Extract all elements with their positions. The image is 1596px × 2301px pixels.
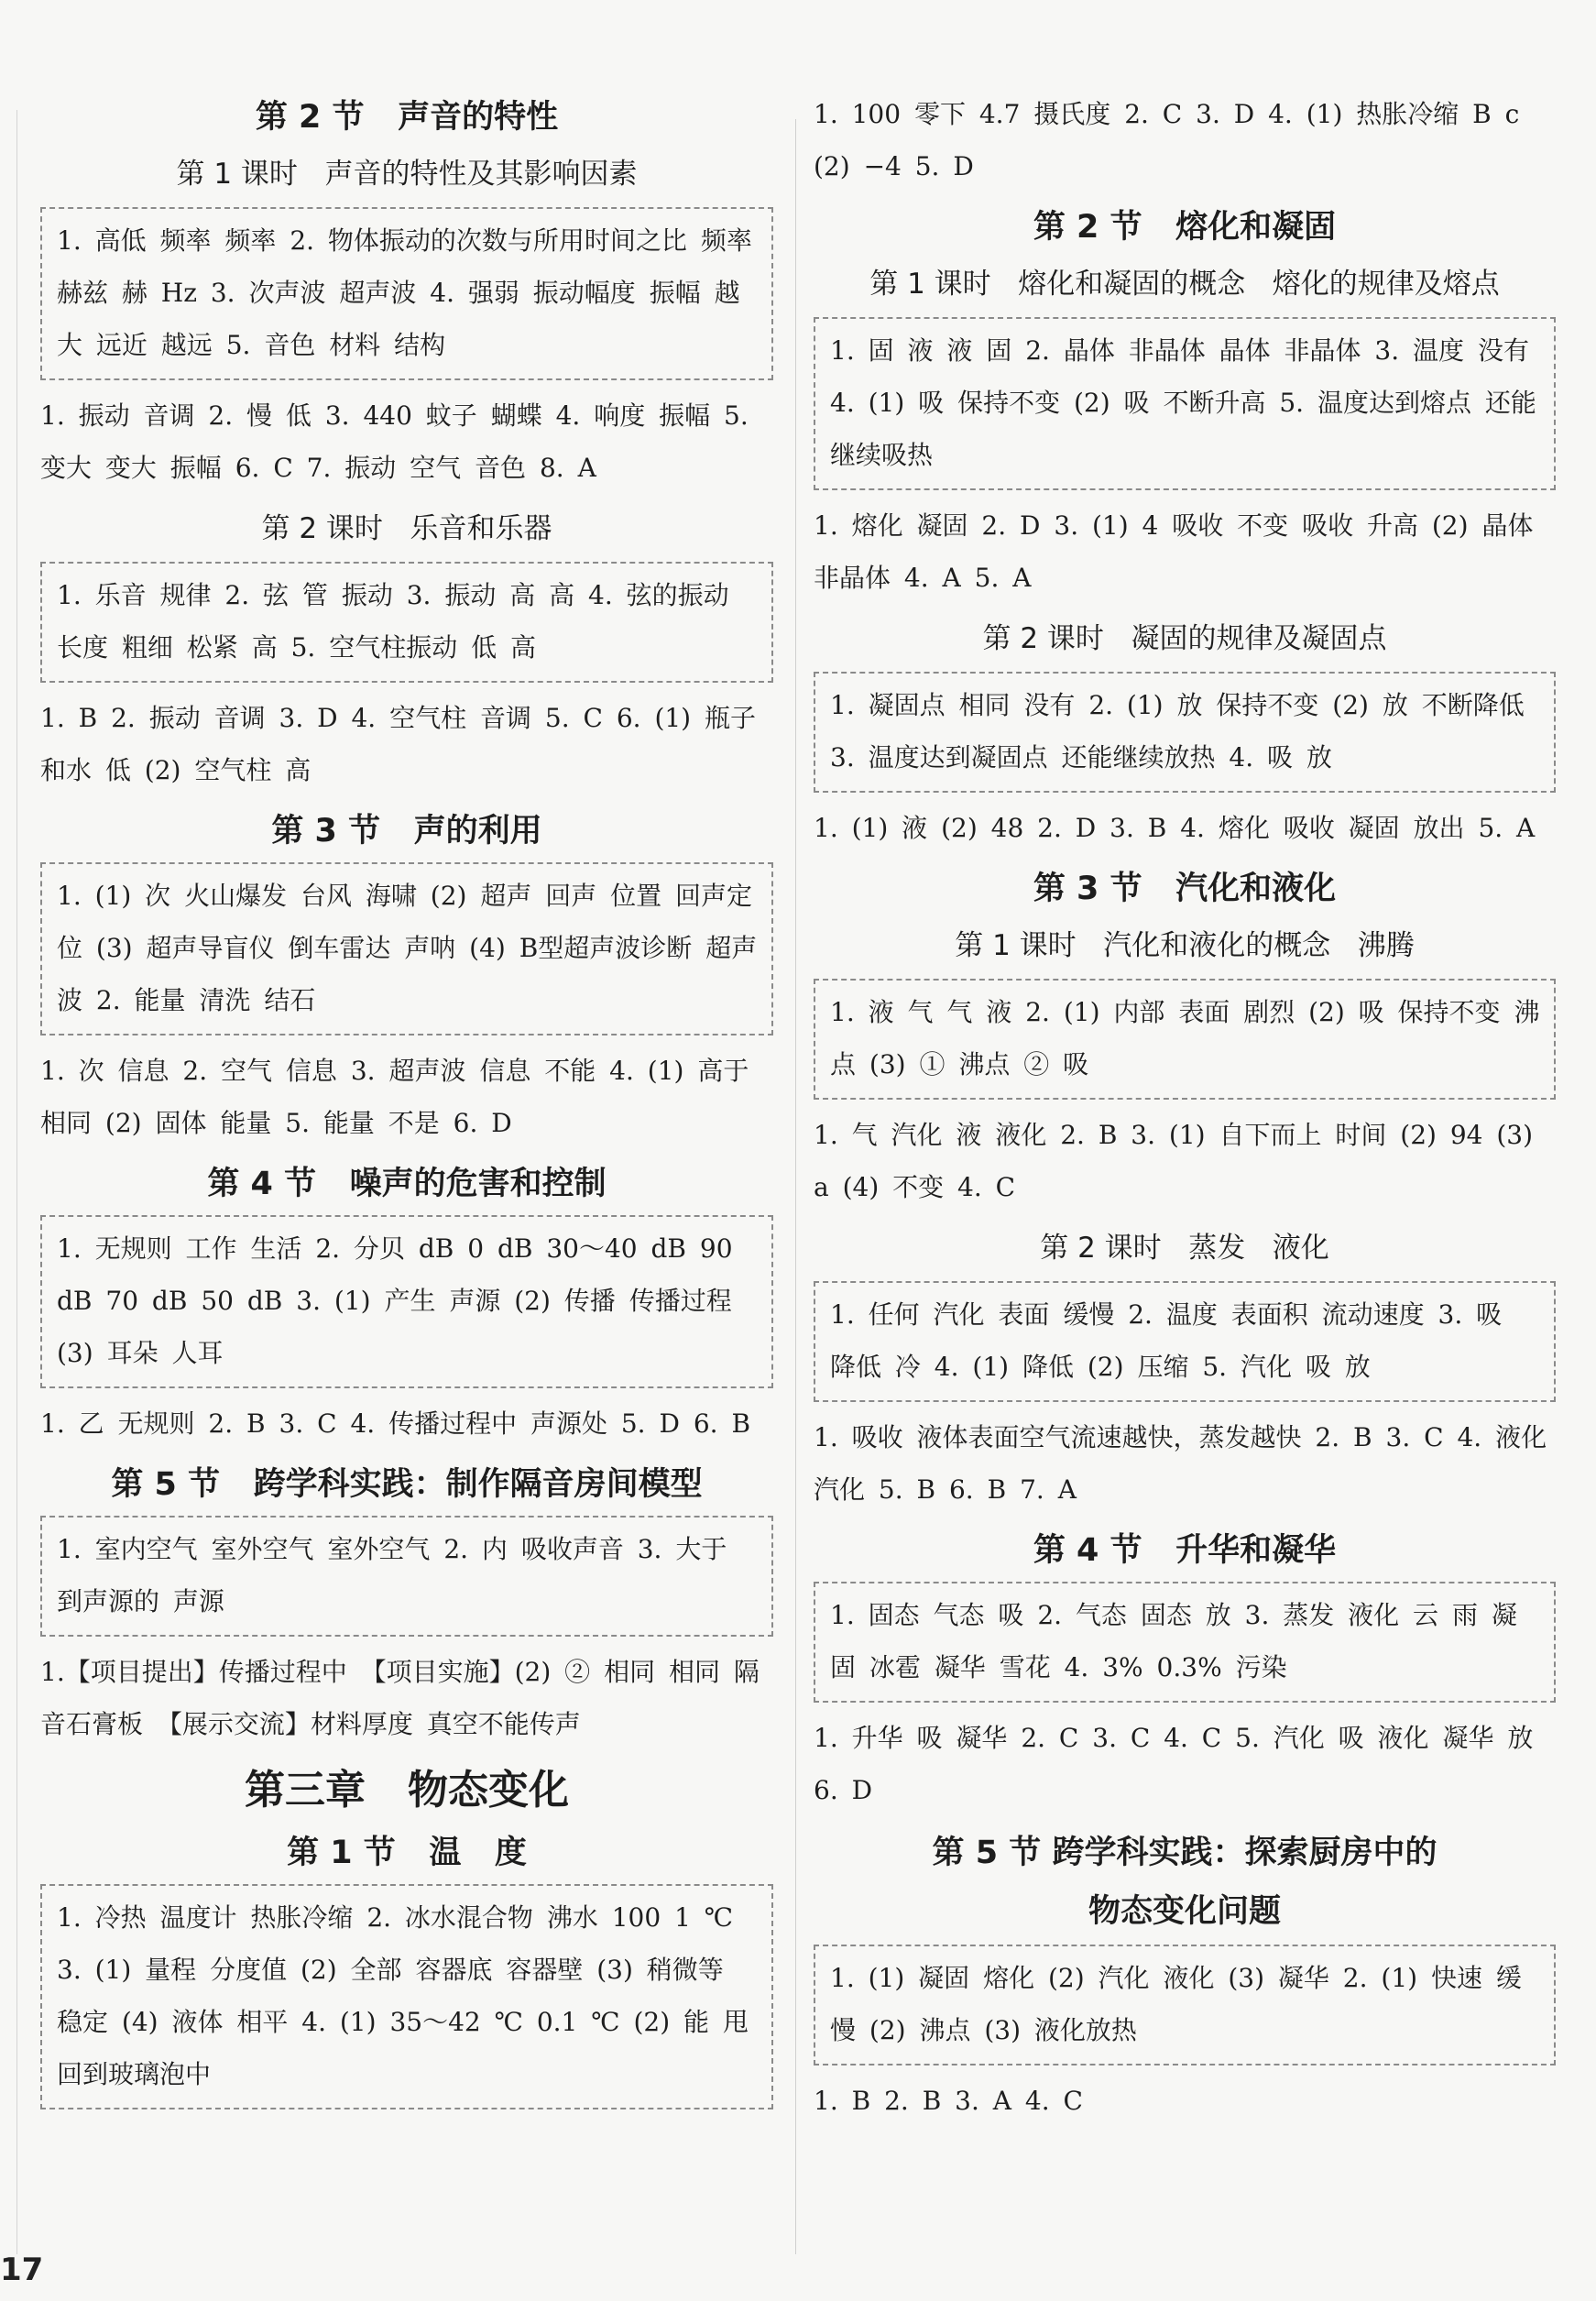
lesson-heading: 第 1 课时 声音的特性及其影响因素 (176, 158, 638, 191)
answer-line: 1. 100 零下 4.7 摄氏度 2. C 3. D 4. (1) 热胀冷缩 B c (2) −4 5. D (814, 99, 1520, 181)
column-divider (795, 119, 796, 2254)
page-number: 17 (0, 2252, 44, 2288)
section-heading: 第 1 节 温 度 (287, 1835, 527, 1871)
key-points-box: 1. 高低 频率 频率 2. 物体振动的次数与所用时间之比 频率 赫兹 赫 Hz 3. 次声波 超声波 4. 强弱 振动幅度 振幅 越大 远近 越远 5. 音色 材料 结构 (40, 207, 773, 380)
key-points-box: 1. 任何 汽化 表面 缓慢 2. 温度 表面积 流动速度 3. 吸 降低 冷 4. (1) 降低 (2) 压缩 5. 汽化 吸 放 (814, 1281, 1556, 1402)
lesson-heading: 第 2 课时 蒸发 液化 (1040, 1232, 1329, 1265)
lesson-heading: 第 1 课时 汽化和液化的概念 沸腾 (955, 929, 1415, 962)
answer-line: 1. B 2. B 3. A 4. C (814, 2086, 1083, 2116)
answer-line: 1. 熔化 凝固 2. D 3. (1) 4 吸收 不变 吸收 升高 (2) 晶体 非晶体 4. A 5. A (814, 510, 1534, 593)
section-heading: 第 4 节 噪声的危害和控制 (207, 1166, 607, 1202)
key-points-box: 1. 凝固点 相同 没有 2. (1) 放 保持不变 (2) 放 不断降低 3. 温度达到凝固点 还能继续放热 4. 吸 放 (814, 672, 1556, 793)
left-edge-rule (16, 110, 17, 2254)
key-points-box: 1. 无规则 工作 生活 2. 分贝 dB 0 dB 30～40 dB 90 dB 70 dB 50 dB 3. (1) 产生 声源 (2) 传播 传播过程 (3) 耳朵 人耳 (40, 1215, 773, 1388)
answer-line: 1.【项目提出】传播过程中 【项目实施】(2) ② 相同 相同 隔音石膏板 【展示交流】材料厚度 真空不能传声 (40, 1657, 760, 1739)
key-points-box: 1. 固态 气态 吸 2. 气态 固态 放 3. 蒸发 液化 云 雨 凝固 冰雹 凝华 雪花 4. 3% 0.3% 污染 (814, 1582, 1556, 1703)
section-heading: 第 2 节 熔化和凝固 (1033, 209, 1337, 246)
answer-line: 1. 次 信息 2. 空气 信息 3. 超声波 信息 不能 4. (1) 高于 相同 (2) 固体 能量 5. 能量 不是 6. D (40, 1056, 749, 1138)
right-column (814, 88, 1556, 2134)
key-points-box: 1. 室内空气 室外空气 室外空气 2. 内 吸收声音 3. 大于 到声源的 声源 (40, 1516, 773, 1637)
chapter-heading: 第三章 物态变化 (245, 1767, 569, 1813)
key-points-box: 1. (1) 次 火山爆发 台风 海啸 (2) 超声 回声 位置 回声定位 (3) 超声导盲仪 倒车雷达 声呐 (4) B型超声波诊断 超声波 2. 能量 清洗 结石 (40, 862, 773, 1035)
key-points-box: 1. 乐音 规律 2. 弦 管 振动 3. 振动 高 高 4. 弦的振动 长度 粗细 松紧 高 5. 空气柱振动 低 高 (40, 562, 773, 683)
answer-line: 1. 乙 无规则 2. B 3. C 4. 传播过程中 声源处 5. D 6. B (40, 1408, 751, 1439)
answer-line: 1. 升华 吸 凝华 2. C 3. C 4. C 5. 汽化 吸 液化 凝华 放 6. D (814, 1723, 1534, 1805)
left-column (40, 88, 773, 2119)
section-heading: 第 3 节 声的利用 (271, 813, 542, 849)
section-heading: 第 5 节 跨学科实践：制作隔音房间模型 (111, 1466, 703, 1503)
key-points-box: 1. 液 气 气 液 2. (1) 内部 表面 剧烈 (2) 吸 保持不变 沸点 (3) ① 沸点 ② 吸 (814, 979, 1556, 1100)
lesson-heading: 第 2 课时 凝固的规律及凝固点 (982, 622, 1387, 655)
answer-line: 1. 振动 音调 2. 慢 低 3. 440 蚊子 蝴蝶 4. 响度 振幅 5. 变大 变大 振幅 6. C 7. 振动 空气 音色 8. A (40, 400, 749, 483)
section-heading: 第 3 节 汽化和液化 (1033, 871, 1337, 907)
answer-line: 1. 气 汽化 液 液化 2. B 3. (1) 自下而上 时间 (2) 94 (3) a (4) 不变 4. C (814, 1120, 1534, 1202)
answer-line: 1. 吸收 液体表面空气流速越快，蒸发越快 2. B 3. C 4. 液化 汽化 5. B 6. B 7. A (814, 1422, 1547, 1505)
section-heading: 第 5 节 跨学科实践：探索厨房中的 物态变化问题 (932, 1835, 1437, 1930)
key-points-box: 1. (1) 凝固 熔化 (2) 汽化 液化 (3) 凝华 2. (1) 快速 缓慢 (2) 沸点 (3) 液化放热 (814, 1945, 1556, 2065)
section-heading: 第 4 节 升华和凝华 (1033, 1532, 1337, 1569)
lesson-heading: 第 1 课时 熔化和凝固的概念 熔化的规律及熔点 (869, 268, 1500, 301)
key-points-box: 1. 冷热 温度计 热胀冷缩 2. 冰水混合物 沸水 100 1 ℃ 3. (1) 量程 分度值 (2) 全部 容器底 容器壁 (3) 稍微等 稳定 (4) 液体 相平 4. (1) 35～42 ℃ 0.1 ℃ (2) 能 甩回到玻璃泡中 (40, 1884, 773, 2109)
answer-line: 1. (1) 液 (2) 48 2. D 3. B 4. 熔化 吸收 凝固 放出 5. A (814, 813, 1536, 843)
key-points-box: 1. 固 液 液 固 2. 晶体 非晶体 晶体 非晶体 3. 温度 没有 4. (1) 吸 保持不变 (2) 吸 不断升高 5. 温度达到熔点 还能继续吸热 (814, 317, 1556, 490)
answer-line: 1. B 2. 振动 音调 3. D 4. 空气柱 音调 5. C 6. (1) 瓶子和水 低 (2) 空气柱 高 (40, 703, 757, 785)
section-heading: 第 2 节 声音的特性 (255, 99, 559, 136)
lesson-heading: 第 2 课时 乐音和乐器 (261, 512, 552, 545)
